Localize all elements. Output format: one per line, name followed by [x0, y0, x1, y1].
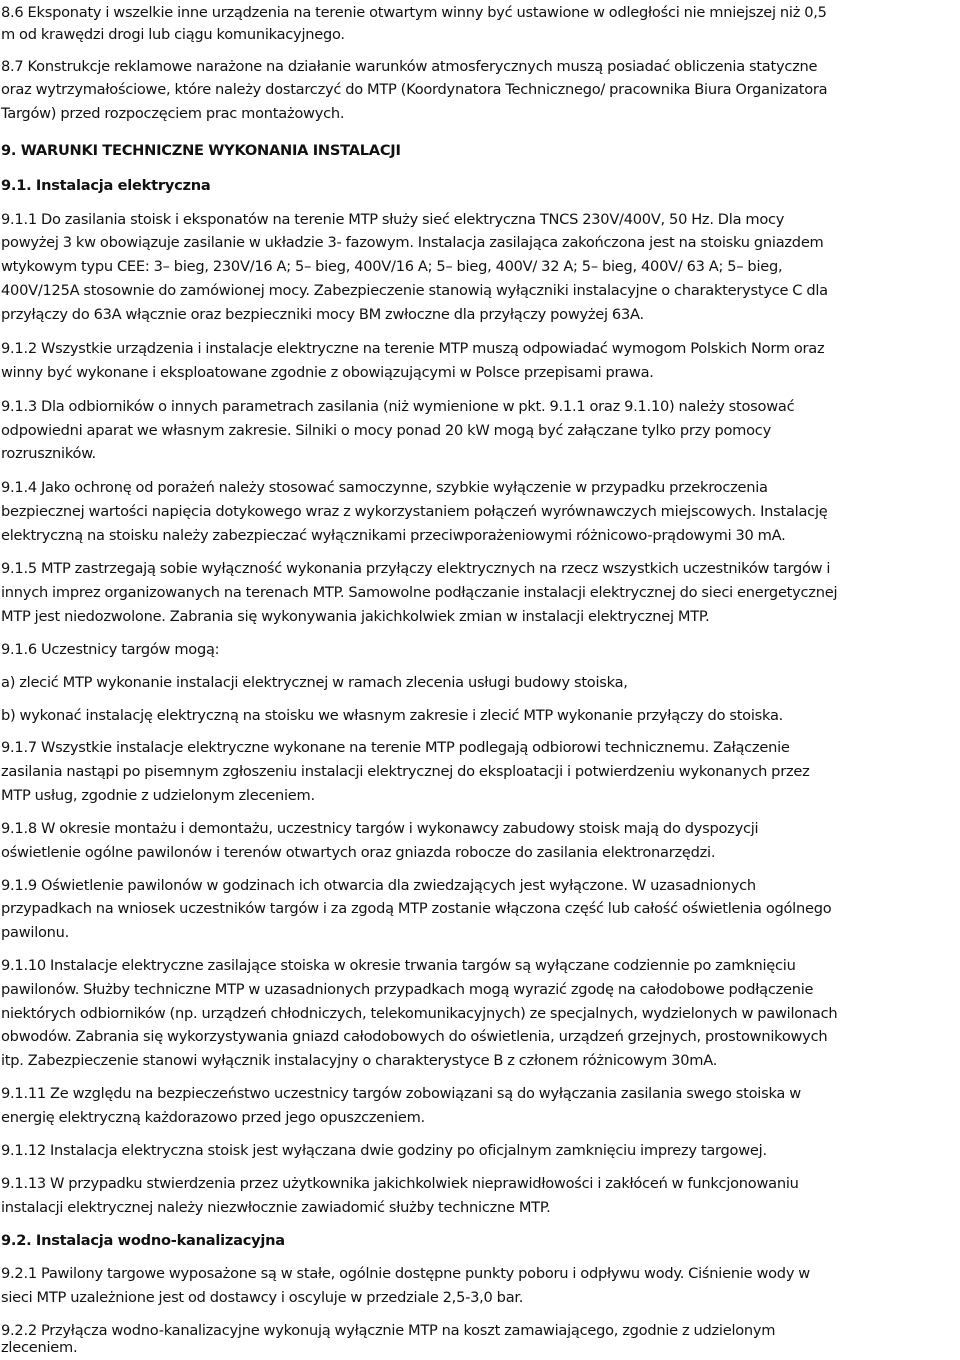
text-line: 9.1.4 Jako ochronę od porażeń należy stosować samoczynne, szybkie wyłączenie w przypadku przekroczenia: [1, 479, 768, 496]
text-line: odpowiedni aparat we własnym zakresie. Silniki o mocy ponad 20 kW mogą być załączane tylko przy pomocy: [1, 422, 771, 439]
text-line: pawilonów. Służby techniczne MTP w uzasadnionych przypadkach mogą wyrazić zgodę na całodobowe podłączenie: [1, 981, 814, 998]
text-line: 9.1.5 MTP zastrzegają sobie wyłączność wykonania przyłączy elektrycznych na rzecz wszystkich uczestników targów i: [1, 560, 831, 577]
text-line: 9.1.10 Instalacje elektryczne zasilające stoiska w okresie trwania targów są wyłączane codziennie po zamknięciu: [1, 957, 796, 974]
text-line: MTP usług, zgodnie z udzielonym zleceniem.: [1, 787, 315, 804]
text-line: 9.1.8 W okresie montażu i demontażu, uczestnicy targów i wykonawcy zabudowy stoisk mają do dyspozycji: [1, 820, 759, 837]
text-line: 9.1.6 Uczestnicy targów mogą:: [1, 641, 220, 658]
text-line: zasilania nastąpi po pisemnym zgłoszeniu instalacji elektrycznej do eksploatacji i potwierdzeniu wykonanych przez: [1, 763, 810, 780]
text-line: 9.2.2 Przyłącza wodno-kanalizacyjne wykonują wyłącznie MTP na koszt zamawiającego, zgodnie z udzielonym: [1, 1322, 776, 1339]
text-line: pawilonu.: [1, 924, 70, 941]
text-line: obwodów. Zabrania się wykorzystywania gniazd całodobowych do oświetlenia, urządzeń grzejnych, prostownikowych: [1, 1028, 828, 1045]
text-line: 9.1.2 Wszystkie urządzenia i instalacje elektryczne na terenie MTP muszą odpowiadać wymogom Polskich Norm oraz: [1, 340, 825, 357]
text-line: 8.7 Konstrukcje reklamowe narażone na działanie warunków atmosferycznych muszą posiadać obliczenia statyczne: [1, 58, 818, 75]
text-line: 9.1.7 Wszystkie instalacje elektryczne wykonane na terenie MTP podlegają odbiorowi technicznemu. Załączenie: [1, 739, 790, 756]
text-line: Targów) przed rozpoczęciem prac montażowych.: [1, 105, 345, 122]
text-line: sieci MTP uzależnione jest od dostawcy i oscyluje w przedziale 2,5-3,0 bar.: [1, 1289, 524, 1306]
text-line: b) wykonać instalację elektryczną na stoisku we własnym zakresie i zlecić MTP wykonanie przyłączy do stoiska.: [1, 707, 784, 724]
subsection-heading: 9.1. Instalacja elektryczna: [1, 177, 211, 194]
text-line: 9.1.1 Do zasilania stoisk i eksponatów na terenie MTP służy sieć elektryczna TNCS 230V/400V, 50 Hz. Dla mocy: [1, 211, 785, 228]
text-line: elektryczną na stoisku należy zabezpieczać wyłącznikami przeciwporażeniowymi różnicowo-prądowymi 30 mA.: [1, 527, 786, 544]
text-line: 9.1.13 W przypadku stwierdzenia przez użytkownika jakichkolwiek nieprawidłowości i zakłóceń w funkcjonowaniu: [1, 1175, 799, 1192]
text-line: MTP jest niedozwolone. Zabrania się wykonywania jakichkolwiek zmian w instalacji elektrycznej MTP.: [1, 608, 710, 625]
text-line: przypadkach na wniosek uczestników targów i za zgodą MTP zostanie włączona część lub całość oświetlenia ogólnego: [1, 900, 832, 917]
text-line: a) zlecić MTP wykonanie instalacji elektrycznej w ramach zlecenia usługi budowy stoiska,: [1, 674, 628, 691]
text-line: wtykowym typu CEE: 3– bieg, 230V/16 A; 5– bieg, 400V/16 A; 5– bieg, 400V/ 32 A; 5– bieg, 400V/ 63 A; 5– bieg,: [1, 258, 783, 275]
text-line: 9.1.12 Instalacja elektryczna stoisk jest wyłączana dwie godziny po oficjalnym zamknięciu imprezy targowej.: [1, 1142, 767, 1159]
text-line: instalacji elektrycznej należy niezwłocznie zawiadomić służby techniczne MTP.: [1, 1199, 551, 1216]
text-line: bezpiecznej wartości napięcia dotykowego wraz z wykorzystaniem połączeń wyrównawczych miejscowych. Instalację: [1, 503, 828, 520]
text-line: powyżej 3 kw obowiązuje zasilanie w układzie 3- fazowym. Instalacja zasilająca zakończona jest na stoisku gniazdem: [1, 234, 824, 251]
subsection-heading: 9.2. Instalacja wodno-kanalizacyjna: [1, 1232, 285, 1249]
text-line: winny być wykonane i eksploatowane zgodnie z obowiązującymi w Polsce przepisami prawa.: [1, 364, 654, 381]
text-line: niektórych odbiorników (np. urządzeń chłodniczych, telekomunikacyjnych) ze specjalnych, wydzielonych w pawilonach: [1, 1005, 838, 1022]
text-line: 9.2.1 Pawilony targowe wyposażone są w stałe, ogólnie dostępne punkty poboru i odpływu wody. Ciśnienie wody w: [1, 1265, 810, 1282]
text-line: 9.1.11 Ze względu na bezpieczeństwo uczestnicy targów zobowiązani są do wyłączania zasilania swego stoiska w: [1, 1085, 801, 1102]
text-line: zleceniem.: [1, 1339, 78, 1356]
text-line: 9.1.3 Dla odbiorników o innych parametrach zasilania (niż wymienione w pkt. 9.1.1 oraz 9.1.10) należy stosować: [1, 398, 795, 415]
text-line: 9.1.9 Oświetlenie pawilonów w godzinach ich otwarcia dla zwiedzających jest wyłączone. W uzasadnionych: [1, 877, 756, 894]
text-line: m od krawędzi drogi lub ciągu komunikacyjnego.: [1, 26, 345, 43]
text-line: rozruszników.: [1, 445, 96, 462]
section-heading: 9. WARUNKI TECHNICZNE WYKONANIA INSTALACJI: [1, 142, 401, 159]
text-line: itp. Zabezpieczenie stanowi wyłącznik instalacyjny o charakterystyce B z członem różnicowym 30mA.: [1, 1052, 718, 1069]
text-line: 400V/125A stosownie do zamówionej mocy. Zabezpieczenie stanowią wyłączniki instalacyjne o charakterystyce C dla: [1, 282, 828, 299]
text-line: energię elektryczną każdorazowo przed jego opuszczeniem.: [1, 1109, 425, 1126]
text-line: innych imprez organizowanych na terenach MTP. Samowolne podłączanie instalacji elektrycznej do sieci energetycznej: [1, 584, 838, 601]
text-line: przyłączy do 63A włącznie oraz bezpieczniki mocy BM zwłoczne dla przyłączy powyżej 63A.: [1, 306, 644, 323]
text-line: oświetlenie ogólne pawilonów i terenów otwartych oraz gniazda robocze do zasilania elektronarzędzi.: [1, 844, 716, 861]
text-line: 8.6 Eksponaty i wszelkie inne urządzenia na terenie otwartym winny być ustawione w odległości nie mniejszej niż 0,5: [1, 4, 827, 21]
text-line: oraz wytrzymałościowe, które należy dostarczyć do MTP (Koordynatora Technicznego/ pracownika Biura Organizatora: [1, 81, 828, 98]
